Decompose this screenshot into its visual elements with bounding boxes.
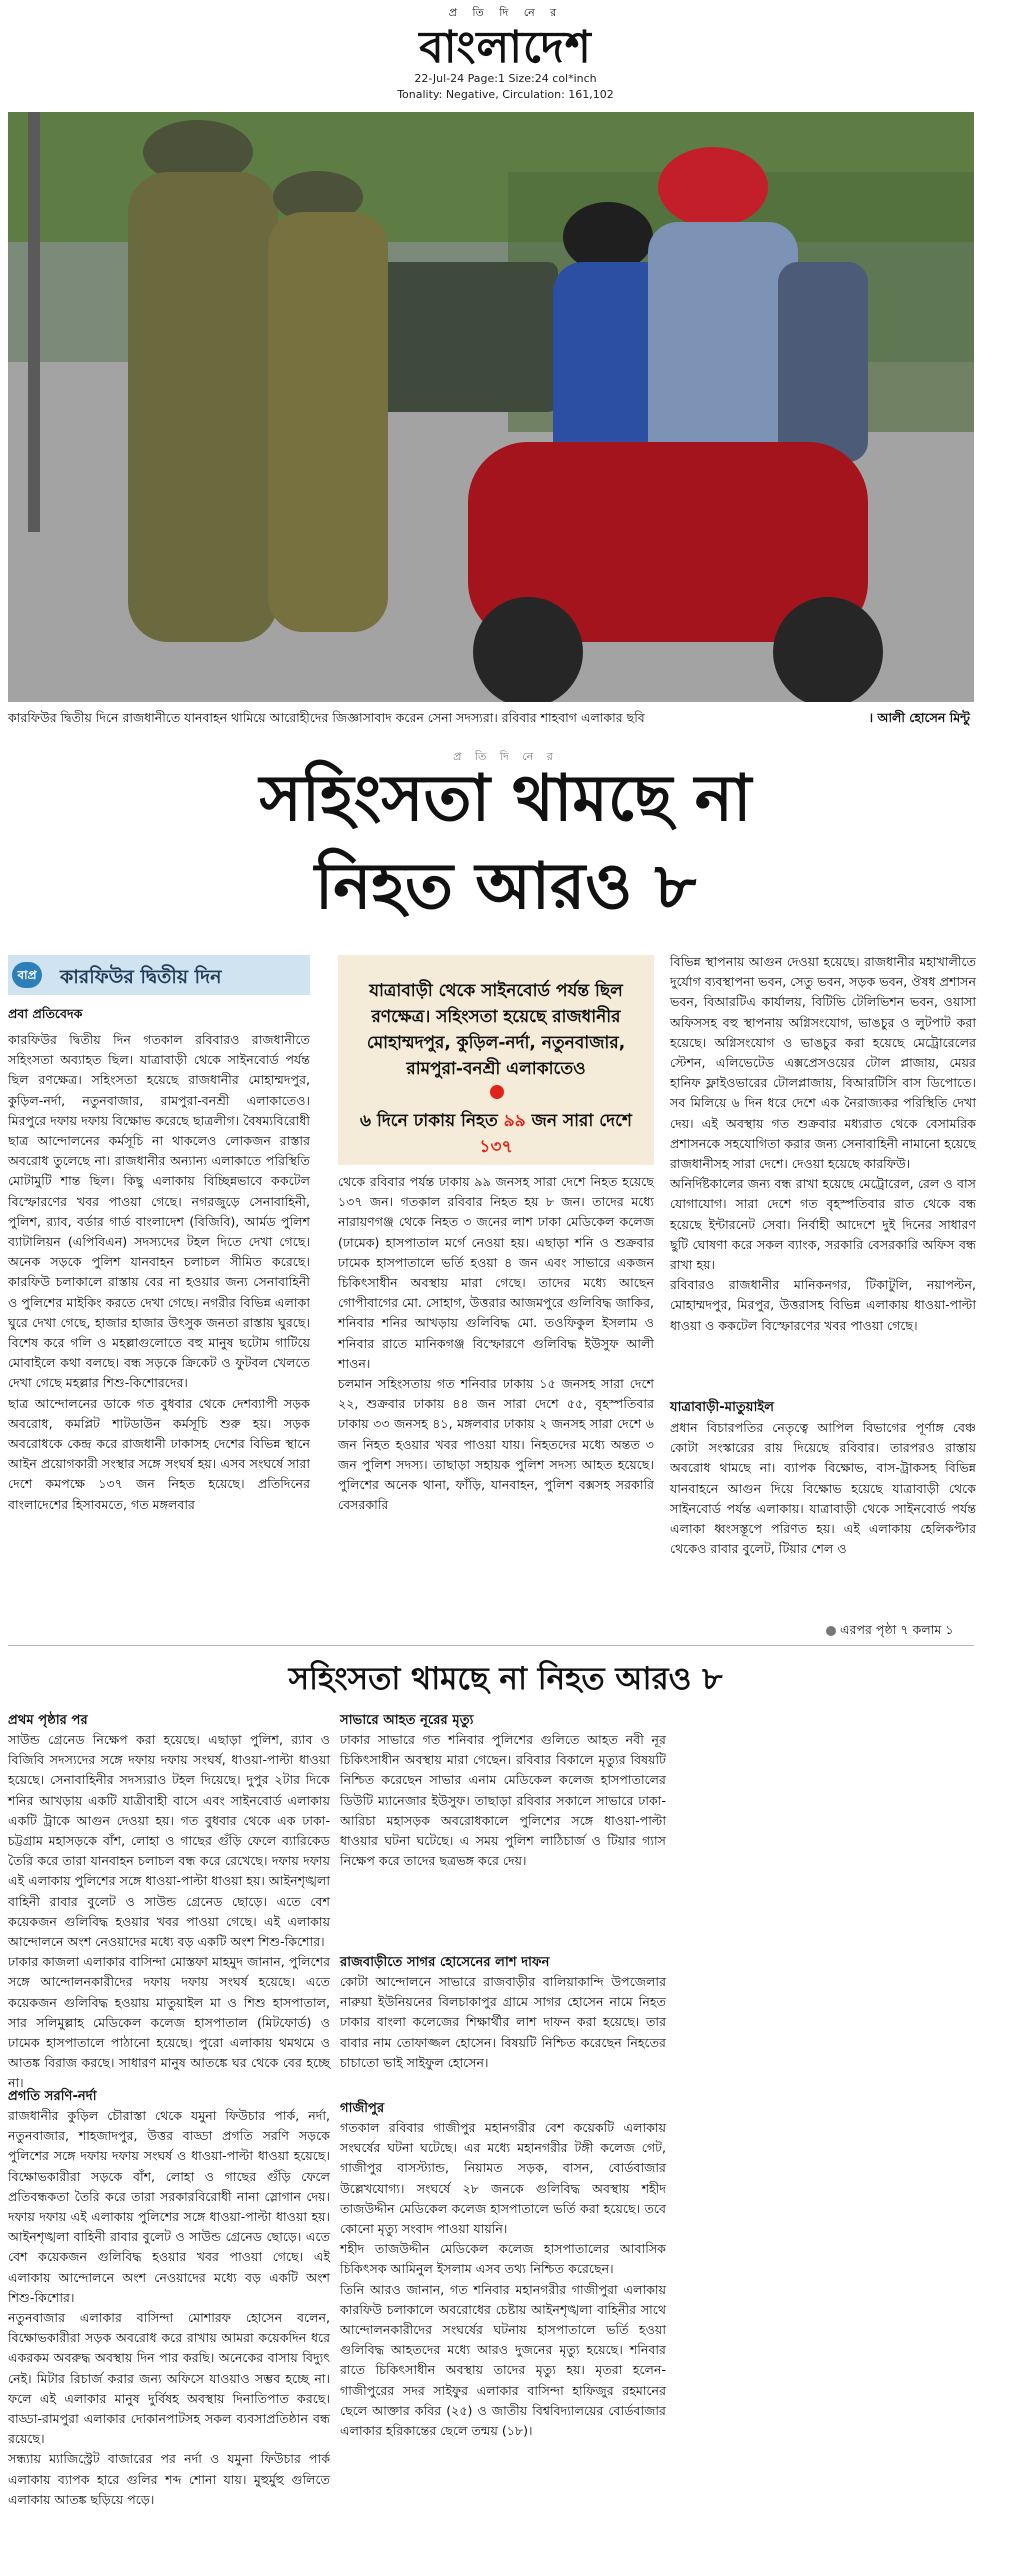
masthead [0, 0, 1011, 110]
stat-country-deaths: ১৩৭ [479, 1137, 513, 1157]
stat-mid: জন সারা দেশে [525, 1111, 632, 1131]
jump-bullet-icon [826, 1626, 836, 1636]
continuation-subhead-1: প্রথম পৃষ্ঠার পর [8, 1713, 88, 1728]
column-2-text: থেকে রবিবার পর্যন্ত ঢাকায় ৯৯ জনসহ সারা দেশে নিহত হয়েছে ১৩৭ জন। গতকাল রবিবার নিহত হয় ৮ জন। তাদের মধ্যে নারায়ণগঞ্জ থেকে নিহত ৩ জনের লাশ ঢাকা মেডিকেল কলেজ (ঢামেক) হাসপাতাল মর্গে নেওয়া হয়। এছাড়া শনি ও শুক্রবার ঢামেক হাসপাতালে ভর্তি হওয়া ৪ জন এবং সাভারে একজন চিকিৎসাধীন অবস্থায় মারা গেছে। তাদের মধ্যে আছেন গোপীবাগের মো. সোহাগ, উত্তরার আজমপুরে গুলিবিদ্ধ জাকির, শনিবার শনির আখড়ায় গুলিবিদ্ধ মো. তওফিকুল ইসলাম ও শনিবার রাতে মানিকগঞ্জ বিস্ফোরণে গুলিবিদ্ধ ইউসুফ আলী শাওন। চলমান সহিংসতায় গত শনিবার ঢাকায় ১৫ জনসহ সারা দেশে ২২, শুক্রবার ঢাকায় ৪৪ জন সারা দেশে ৫৫, বৃহস্পতিবার ঢাকায় ৩৩ জনসহ ৪১, মঙ্গলবার ঢাকায় ২ জনসহ সারা দেশে ৬ জন নিহত হওয়ার খবর পাওয়া যায়। নিহতদের মধ্যে অন্তত ৩ জন পুলিশ সদস্য। তাছাড়া সহায়ক পুলিশ সদস্য আহত হয়েছে। পুলিশের অনেক থানা, ফাঁড়ি, যানবাহন, পুলিশ বক্সসহ সরকারি বেসরকারি [338, 1174, 654, 1513]
continuation-left-text-1: সাউন্ড গ্রেনেড নিক্ষেপ করা হয়েছে। এছাড়া পুলিশ, র‍্যাব ও বিজিবি সদস্যদের সঙ্গে দফায় দফায় সংঘর্ষ, ধাওয়া-পাল্টা ধাওয়া হয়েছে। সেনাবাহিনীর সদস্যরাও টহল দিয়েছে। দুপুর ২টার দিকে শনির আখড়ায় একটি যাত্রীবাহী বাসে এবং সাইনবোর্ড এলাকায় একটি ট্রাকে আগুন দেওয়া হয়। গত বুধবার থেকে এক ঢাকা-চট্টগ্রাম মহাসড়কে বাঁশ, লোহা ও গাছের গুঁড়ি ফেলে ব্যারিকেড তৈরি করে তারা যানবাহন চলাচল বন্ধ করে রেখেছে। দফায় দফায় এই এলাকায় পুলিশের সঙ্গে ধাওয়া-পাল্টা ধাওয়া হয়। আইনশৃঙ্খলা বাহিনী রাবার বুলেট ও সাউন্ড গ্রেনেড ছোড়ে। এতে বেশ কয়েকজন গুলিবিদ্ধ হওয়ার খবর পাওয়া গেছে। এই এলাকায় আন্দোলনে অংশ নেওয়াদের মধ্যে বড় একটি অংশ শিশু-কিশোর। ঢাকার কাজলা এলাকার বাসিন্দা মোস্তফা মাহমুদ জানান, পুলিশের সঙ্গে আন্দোলনকারীদের দফায় দফায় সংঘর্ষ হয়েছে। এতে কয়েকজন গুলিবিদ্ধ হওয়ায় মাতুয়াইল মা ও শিশু হাসপাতাল, সার সলিমুল্লাহ মেডিকেল কলেজ হাসপাতাল (মিটফোর্ড) ও ঢামেক হাসপাতালে পাঠানো হয়েছে। পুরো এলাকায় থমথমে ও আতঙ্ক বিরাজ করছে। সাধারণ মানুষ আতঙ্কে ঘর থেকে বের হচ্ছে না। [8, 1732, 330, 2091]
newspaper-logo: বাংলাদেশ [419, 22, 592, 73]
continuation-left-text-2: রাজধানীর কুড়িল চৌরাস্তা থেকে যমুনা ফিউচার পার্ক, নর্দা, নতুনবাজার, শাহজাদপুর, উত্তর বাড্ডা প্রগতি সরণি সড়কে পুলিশের সঙ্গে দফায় দফায় সংঘর্ষ ও ধাওয়া-পাল্টা ধাওয়া হয়েছে। বিক্ষোভকারীরা সড়কে বাঁশ, লোহা ও গাছের গুঁড়ি ফেলে প্রতিবন্ধকতা তৈরি করে তারা সরকারবিরোধী নানা স্লোগান দেয়। দফায় দফায় এই এলাকায় পুলিশের সঙ্গে ধাওয়া-পাল্টা ধাওয়া হয়। আইনশৃঙ্খলা বাহিনী রাবার বুলেট ও সাউন্ড গ্রেনেড ছোড়ে। এতে বেশ কয়েকজন গুলিবিদ্ধ হওয়ার খবর পাওয়া গেছে। এই এলাকায় আন্দোলনে অংশ নেওয়াদের মধ্যে বড় একটি অংশ শিশু-কিশোর। নতুনবাজার এলাকার বাসিন্দা মোশারফ হোসেন বলেন, বিক্ষোভকারীরা সড়ক অবরোধ করে রাখায় আমরা কয়েকদিন ধরে একরকম অবরুদ্ধ অবস্থায় দিন পার করছি। অনেকের বাসায় বিদ্যুৎ নেই। মিটার রিচার্জ করার জন্য অফিসে যাওয়াও সম্ভব হচ্ছে না। ফলে এই এলাকার মানুষ দুর্বিষহ অবস্থায় দিনাতিপাত করছে। বাড্ডা-রামপুরা এলাকার দোকানপাটসহ সকল ব্যবসাপ্রতিষ্ঠান বন্ধ রয়েছে। সন্ধ্যায় ম্যাজিস্ট্রেট বাজারের পর নর্দা ও যমুনা ফিউচার পার্ক এলাকায় ব্যাপক হারে গুলির শব্দ শোনা যায়। মুহুর্মুহু গুলিতে এলাকায় আতঙ্ক ছড়িয়ে পড়ে। [8, 2108, 330, 2507]
continuation-right-text-1: ঢাকার সাভারে গত শনিবার পুলিশের গুলিতে আহত নবী নূর চিকিৎসাধীন অবস্থায় মারা গেছেন। রবিবার বিকালে মৃত্যুর বিষয়টি নিশ্চিত করেছেন সাভার এনাম মেডিকেল কলেজ হাসপাতালের ডিউটি ম্যানেজার ইউসুফ। তাছাড়া রবিবার সকালে সাভারে ঢাকা-আরিচা মহাসড়ক অবরোধকালে পুলিশের সঙ্গে ধাওয়া-পাল্টা ধাওয়ার ঘটনা ঘটেছে। এ সময় পুলিশ লাঠিচার্জ ও টিয়ার গ্যাস নিক্ষেপ করে তাদের ছত্রভঙ্গ করে দেয়। [340, 1732, 666, 1869]
byline: প্রবা প্রতিবেদক [8, 1006, 83, 1021]
continuation-right-subhead-3: গাজীপুর [340, 2101, 385, 2116]
column-3-subhead: যাত্রাবাড়ী-মাতুয়াইল [670, 1400, 775, 1415]
headline-line-1: সহিংসতা থামছে না [259, 761, 752, 836]
headline-watermark: প্র তি দি নে র [453, 750, 558, 763]
photo-credit: । আলী হোসেন মিন্টু [868, 710, 970, 725]
masthead-kicker: প্র তি দি নে র [448, 6, 563, 19]
continuation-subhead-2: প্রগতি সরণি-নর্দা [8, 2089, 97, 2104]
continuation-right-text-2: কোটা আন্দোলনে সাভারে রাজবাড়ীর বালিয়াকান্দি উপজেলার নারুয়া ইউনিয়নের বিলচাকাপুর গ্রামে সাগর হোসেন নামে নিহত ঢাকার বাংলা কলেজের শিক্ষার্থীর লাশ দাফন করা হয়েছে। তার বাবার নাম তোফাজ্জল হোসেন। বিষয়টি নিশ্চিত করেছেন নিহতের চাচাতো ভাই সাইফুল হোসেন। [340, 1974, 666, 2070]
clipping-meta-tonality: Tonality: Negative, Circulation: 161,102 [397, 88, 614, 101]
highlight-stat [350, 1108, 642, 1160]
section-tag-badge: বাপ্র [12, 962, 42, 988]
caption-text: কারফিউর দ্বিতীয় দিনে রাজধানীতে যানবাহন থামিয়ে আরোহীদের জিজ্ঞাসাবাদ করেন সেনা সদস্যরা। রবিবার শাহবাগ এলাকার ছবি [8, 710, 645, 725]
section-tag-label: কারফিউর দ্বিতীয় দিন [60, 966, 222, 988]
section-divider [8, 1645, 974, 1646]
continuation-right-text-3: গতকাল রবিবার গাজীপুর মহানগরীর বেশ কয়েকটি এলাকায় সংঘর্ষের ঘটনা ঘটেছে। এর মধ্যে মহানগরীর টঙ্গী কলেজ গেট, গাজীপুর বাসস্ট্যান্ড, নিয়ামত সড়ক, বাসন, বোর্ডবাজার উল্লেখযোগ্য। সংঘর্ষে ২৮ জনকে গুলিবিদ্ধ অবস্থায় শহীদ তাজউদ্দীন মেডিকেল কলেজ হাসপাতালে ভর্তি করা হয়েছে। তবে কোনো মৃত্যু সংবাদ পাওয়া যায়নি। শহীদ তাজউদ্দীন মেডিকেল কলেজ হাসপাতালের আবাসিক চিকিৎসক আমিনুল ইসলাম এসব তথ্য নিশ্চিত করেছেন। তিনি আরও জানান, গত শনিবার মহানগরীর গাজীপুরা এলাকায় কারফিউ চলাকালে অবরোধের চেষ্টায় আইনশৃঙ্খলা বাহিনীর সাথে আন্দোলনকারীদের সংঘর্ষের ঘটনায় হাসপাতালে ভর্তি হওয়া গুলিবিদ্ধ আহতদের মধ্যে আরও দুজনের মৃত্যু হয়েছে। শনিবার রাতে চিকিৎসাধীন অবস্থায় তাদের মৃত্যু হয়। মৃতরা হলেন- গাজীপুরের সদর সাইফুর এলাকার বাসিন্দা হাফিজুর রহমানের ছেলে আক্তার কবির (২৫) ও জাতীয় বিশ্ববিদ্যালয়ের বোর্ডবাজার এলাকার হরিকান্তের ছেলে তন্ময় (১৮)। [340, 2120, 666, 2439]
highlight-bullet-icon [490, 1085, 504, 1099]
stat-dhaka-deaths: ৯৯ [503, 1111, 526, 1131]
column-3-text-2: প্রধান বিচারপতির নেতৃত্বে আপিল বিভাগের পূর্ণাঙ্গ বেঞ্চ কোটা সংস্কারের রায় দিয়েছে রবিবার। তারপরও রাস্তায় অবরোধ থামছে না। ব্যাপক বিক্ষোভ, বাস-ট্রাকসহ বিভিন্ন যানবাহনে আগুন দিয়ে বিক্ষোভ হয়েছে যাত্রাবাড়ী থেকে সাইনবোর্ড পর্যন্ত এলাকায়। যাত্রাবাড়ী থেকে সাইনবোর্ড পর্যন্ত এলাকা ধ্বংসস্তূপে পরিণত হয়। এই এলাকায় হেলিকপ্টার থেকেও রাবার বুলেট, টিয়ার শেল ও [670, 1420, 976, 1557]
news-photo [8, 112, 974, 702]
stat-prefix: ৬ দিনে ঢাকায় নিহত [360, 1111, 504, 1131]
column-3-text: বিভিন্ন স্থাপনায় আগুন দেওয়া হয়েছে। রাজধানীর মহাখালীতে দুর্যোগ ব্যবস্থাপনা ভবন, সেতু ভবন, সড়ক ভবন, ঔষধ প্রশাসন ভবন, বিআরটিএ কার্যালয়, বিটিভি টেলিভিশন ভবন, ওয়াসা অফিসসহ বহু স্থাপনায় অগ্নিসংযোগ, ভাঙচুর ও লুটপাট করা হয়েছে। অগ্নিসংযোগ ও ভাঙচুর করা হয়েছে মেট্রোরেলের স্টেশন, এলিভেটেড এক্সপ্রেসওয়ের টোল প্লাজায়, মেয়র হানিফ ফ্লাইওভারের টোলপ্লাজায়, বিআরটিসি বাস ডিপোতে। সব মিলিয়ে ৬ দিন ধরে দেশে এক নৈরাজ্যকর পরিস্থিতি দেখা দেয়। এই অবস্থায় গত শুক্রবার মধ্যরাত থেকে বেসামরিক প্রশাসনকে সহযোগিতা করার জন্য সেনাবাহিনী নামানো হয়েছে রাজধানীসহ সারা দেশে। দেওয়া হয়েছে কারফিউ। অনির্দিষ্টকালের জন্য বন্ধ রাখা হয়েছে মেট্রোরেল, রেল ও বাস যোগাযোগ। সারা দেশে গত বৃহস্পতিবার রাত থেকে বন্ধ হয়েছে ইন্টারনেট সেবা। নির্বাহী আদেশে দুই দিনের সাধারণ ছুটি ঘোষণা করে সকল ব্যাংক, সরকারি বেসরকারি অফিস বন্ধ রাখা হয়। রবিবারও রাজধানীর মানিকনগর, টিকাটুলি, নয়াপল্টন, মোহাম্মদপুর, মিরপুর, উত্তরাসহ বিভিন্ন এলাকায় ধাওয়া-পাল্টা ধাওয়া ও ককটেল বিস্ফোরণের খবর পাওয়া গেছে। [670, 954, 976, 1333]
photo-caption [8, 710, 974, 730]
continuation-headline: সহিংসতা থামছে না নিহত আরও ৮ [288, 1661, 723, 1697]
continued-text: এরপর পৃষ্ঠা ৭ কলাম ১ [840, 1622, 954, 1637]
continued-note [826, 1622, 954, 1642]
clipping-meta-date: 22-Jul-24 Page:1 Size:24 col*inch [414, 72, 597, 85]
continuation-right-subhead-1: সাভারে আহত নূরের মৃত্যু [340, 1713, 474, 1728]
headline-line-2: নিহত আরও ৮ [314, 849, 697, 924]
soldiers-checkpoint-image [8, 112, 974, 702]
column-1-text: কারফিউর দ্বিতীয় দিন গতকাল রবিবারও রাজধানীতে সহিংসতা অব্যাহত ছিল। যাত্রাবাড়ী থেকে সাইনবোর্ড পর্যন্ত ছিল রণক্ষেত্র। সহিংসতা হয়েছে রাজধানীর মোহাম্মদপুর, কুড়িল-নর্দা, নতুনবাজার, রামপুরা-বনশ্রী এলাকাতেও। মিরপুরে দফায় দফায় বিক্ষোভ করেছে ছাত্রলীগ। বৈষম্যবিরোধী ছাত্র আন্দোলনের কর্মসূচি না থাকলেও লোকজন রাস্তার অবরোধ তুলেছে না। রাজধানীর অন্যান্য এলাকাতে পরিস্থিতি মোটামুটি শান্ত ছিল। কিছু এলাকায় বিচ্ছিন্নভাবে ককটেল বিস্ফোরণের খবর পাওয়া গেছে। নগরজুড়ে সেনাবাহিনী, পুলিশ, র‍্যাব, বর্ডার গার্ড বাংলাদেশ (বিজিবি), আর্মড পুলিশ ব্যাটালিয়ন (এপিবিএন) সদস্যদের টহল দিতে দেখা গেছে। অনেক সড়কে পুলিশ যানবাহন চলাচল সীমিত করেছে। কারফিউ চলাকালে রাস্তায় বের না হওয়ার জন্য সেনাবাহিনী ও পুলিশের মাইকিং করতে দেখা গেছে। নগরীর বিভিন্ন এলাকা ঘুরে দেখা গেছে, হাজার হাজার উৎসুক জনতা রাস্তায় ঘুরছে। বিশেষ করে গলি ও মহল্লাগুলোতে বহু মানুষ ছটোম গাটিয়ে মোবাইলে কথা বলছে। বন্ধ সড়কে ক্রিকেট ও ফুটবল খেলতে দেখা গেছে মহল্লার শিশু-কিশোরদের। ছাত্র আন্দোলনের ডাকে গত বুধবার থেকে দেশব্যাপী সড়ক অবরোধ, কমপ্লিট শাটডাউন কর্মসূচি শুরু হয়। সড়ক অবরোধকে কেন্দ্র করে রাজধানী ঢাকাসহ দেশের বিভিন্ন স্থানে আইন প্রয়োগকারী সংস্থার সঙ্গে সংঘর্ষ হয়। এসব সংঘর্ষে সারা দেশে কমপক্ষে ১৩৭ জন নিহত হয়েছে। প্রতিদিনের বাংলাদেশের হিসাবমতে, গত মঙ্গলবার [8, 1032, 310, 1512]
continuation-right-subhead-2: রাজবাড়ীতে সাগর হোসেনের লাশ দাফন [340, 1955, 550, 1970]
highlight-text: যাত্রাবাড়ী থেকে সাইনবোর্ড পর্যন্ত ছিল রণক্ষেত্র। সহিংসতা হয়েছে রাজধানীর মোহাম্মদপুর, কুড়িল-নর্দা, নতুনবাজার, রামপুরা-বনশ্রী এলাকাতেও [366, 981, 626, 1079]
